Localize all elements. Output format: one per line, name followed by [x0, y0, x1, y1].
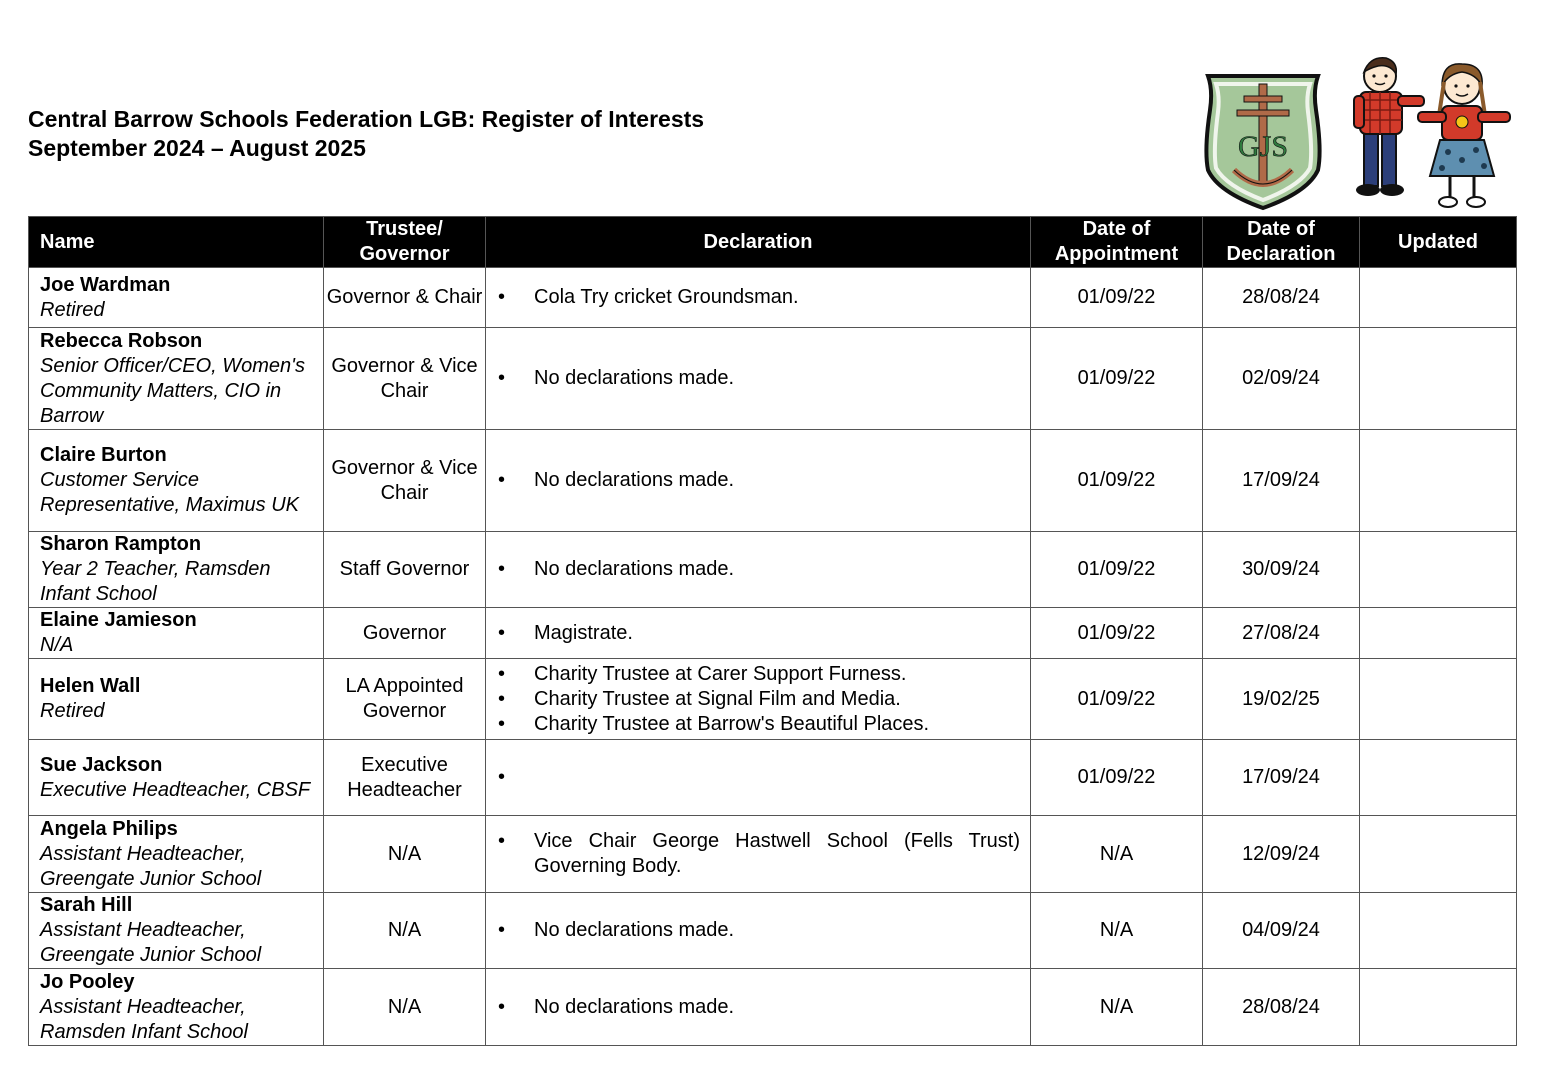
- person-name: Sue Jackson: [40, 753, 163, 776]
- position-cell: Staff Governor: [324, 532, 486, 608]
- name-cell: [29, 816, 324, 893]
- declaration-item: • No declarations made.: [486, 918, 1020, 943]
- declaration-cell: [486, 268, 1031, 328]
- name-cell: [29, 740, 324, 816]
- declaration-date-cell: 28/08/24: [1203, 969, 1360, 1046]
- appointment-date-cell: N/A: [1031, 893, 1203, 969]
- updated-cell: [1360, 328, 1517, 430]
- updated-cell: [1360, 969, 1517, 1046]
- position-cell: Governor & Vice Chair: [324, 328, 486, 430]
- table-row: [29, 740, 1517, 816]
- name-cell: [29, 659, 324, 740]
- position-cell: Governor & Vice Chair: [324, 430, 486, 532]
- person-role: Executive Headteacher, CBSF: [40, 778, 311, 801]
- declaration-cell: [486, 659, 1031, 740]
- column-header-trustee-governor: Trustee/ Governor: [324, 217, 486, 268]
- declaration-date-cell: 19/02/25: [1203, 659, 1360, 740]
- declaration-cell: [486, 532, 1031, 608]
- declaration-item: [486, 765, 1020, 790]
- updated-cell: [1360, 268, 1517, 328]
- children-illustration: [1350, 52, 1515, 212]
- declaration-cell: [486, 430, 1031, 532]
- updated-cell: [1360, 893, 1517, 969]
- person-role: Retired: [40, 700, 105, 722]
- declaration-date-cell: 04/09/24: [1203, 893, 1360, 969]
- position-cell: Executive Headteacher: [324, 740, 486, 816]
- table-row: [29, 969, 1517, 1046]
- name-cell: [29, 893, 324, 969]
- title-line-2: September 2024 – August 2025: [28, 135, 366, 161]
- person-role: Retired: [40, 298, 105, 321]
- appointment-date-cell: 01/09/22: [1031, 532, 1203, 608]
- person-name: Jo Pooley: [40, 970, 135, 993]
- declaration-cell: [486, 740, 1031, 816]
- table-row: [29, 659, 1517, 740]
- appointment-date-cell: 01/09/22: [1031, 328, 1203, 430]
- person-role: Assistant Headteacher, Greengate Junior School: [40, 919, 262, 966]
- position-cell: Governor: [324, 608, 486, 659]
- declaration-date-cell: 28/08/24: [1203, 268, 1360, 328]
- updated-cell: [1360, 816, 1517, 893]
- declaration-date-cell: 17/09/24: [1203, 430, 1360, 532]
- appointment-date-cell: N/A: [1031, 969, 1203, 1046]
- declaration-date-cell: 17/09/24: [1203, 740, 1360, 816]
- logo-letters: GJS: [1237, 130, 1289, 163]
- person-role: Assistant Headteacher, Ramsden Infant School: [40, 995, 248, 1043]
- person-name: Sharon Rampton: [40, 533, 202, 555]
- table-row: [29, 328, 1517, 430]
- school-shield-logo: [1200, 70, 1326, 212]
- declaration-cell: [486, 328, 1031, 430]
- person-name: Claire Burton: [40, 444, 167, 466]
- person-name: Angela Philips: [40, 817, 178, 840]
- column-header-updated: Updated: [1360, 217, 1517, 268]
- person-name: Joe Wardman: [40, 273, 171, 296]
- appointment-date-cell: 01/09/22: [1031, 659, 1203, 740]
- updated-cell: [1360, 532, 1517, 608]
- declaration-cell: [486, 969, 1031, 1046]
- declaration-item: • No declarations made.: [486, 366, 1020, 391]
- table-row: [29, 532, 1517, 608]
- person-role: Assistant Headteacher, Greengate Junior School: [40, 842, 262, 890]
- position-cell: LA Appointed Governor: [324, 659, 486, 740]
- declaration-item: • Magistrate.: [486, 621, 1020, 646]
- updated-cell: [1360, 430, 1517, 532]
- declaration-item: • Charity Trustee at Signal Film and Media.: [486, 687, 1020, 712]
- appointment-date-cell: 01/09/22: [1031, 268, 1203, 328]
- name-cell: [29, 608, 324, 659]
- person-role: Senior Officer/CEO, Women's Community Matters, CIO in Barrow: [40, 354, 305, 427]
- appointment-date-cell: N/A: [1031, 816, 1203, 893]
- person-name: Sarah Hill: [40, 894, 133, 916]
- declaration-cell: [486, 816, 1031, 893]
- appointment-date-cell: 01/09/22: [1031, 608, 1203, 659]
- name-cell: [29, 268, 324, 328]
- name-cell: [29, 430, 324, 532]
- position-cell: N/A: [324, 816, 486, 893]
- declaration-date-cell: 27/08/24: [1203, 608, 1360, 659]
- title-line-1: Central Barrow Schools Federation LGB: Register of Interests: [28, 106, 705, 132]
- position-cell: N/A: [324, 893, 486, 969]
- position-cell: Governor & Chair: [324, 268, 486, 328]
- register-of-interests-table: [28, 216, 1517, 1046]
- name-cell: [29, 328, 324, 430]
- declaration-date-cell: 12/09/24: [1203, 816, 1360, 893]
- table-row: [29, 816, 1517, 893]
- updated-cell: [1360, 659, 1517, 740]
- column-header-name: Name: [29, 217, 324, 268]
- person-role: N/A: [40, 634, 74, 656]
- declaration-item: • Cola Try cricket Groundsman.: [486, 285, 1020, 310]
- position-cell: N/A: [324, 969, 486, 1046]
- declaration-item: • No declarations made.: [486, 995, 1020, 1020]
- declaration-cell: [486, 608, 1031, 659]
- column-header-date-of-appointment: Date of Appointment: [1031, 217, 1203, 268]
- declaration-item: • No declarations made.: [486, 468, 1020, 493]
- name-cell: [29, 969, 324, 1046]
- declaration-cell: [486, 893, 1031, 969]
- table-row: [29, 430, 1517, 532]
- declaration-date-cell: 30/09/24: [1203, 532, 1360, 608]
- person-role: Customer Service Representative, Maximus UK: [40, 469, 299, 516]
- document-title: [28, 105, 704, 163]
- declaration-date-cell: 02/09/24: [1203, 328, 1360, 430]
- table-row: [29, 893, 1517, 969]
- declaration-item: • No declarations made.: [486, 557, 1020, 582]
- declaration-item: • Charity Trustee at Carer Support Furness.: [486, 662, 1020, 687]
- person-name: Helen Wall: [40, 675, 141, 697]
- table-header-row: [29, 217, 1517, 268]
- person-name: Elaine Jamieson: [40, 609, 197, 631]
- table-row: [29, 608, 1517, 659]
- updated-cell: [1360, 608, 1517, 659]
- appointment-date-cell: 01/09/22: [1031, 740, 1203, 816]
- declaration-item: • Vice Chair George Hastwell School (Fells Trust) Governing Body.: [486, 829, 1020, 879]
- table-row: [29, 268, 1517, 328]
- declaration-item: • Charity Trustee at Barrow's Beautiful Places.: [486, 712, 1020, 737]
- person-name: Rebecca Robson: [40, 329, 203, 352]
- column-header-date-of-declaration: Date of Declaration: [1203, 217, 1360, 268]
- column-header-declaration: Declaration: [486, 217, 1031, 268]
- appointment-date-cell: 01/09/22: [1031, 430, 1203, 532]
- person-role: Year 2 Teacher, Ramsden Infant School: [40, 558, 271, 605]
- name-cell: [29, 532, 324, 608]
- updated-cell: [1360, 740, 1517, 816]
